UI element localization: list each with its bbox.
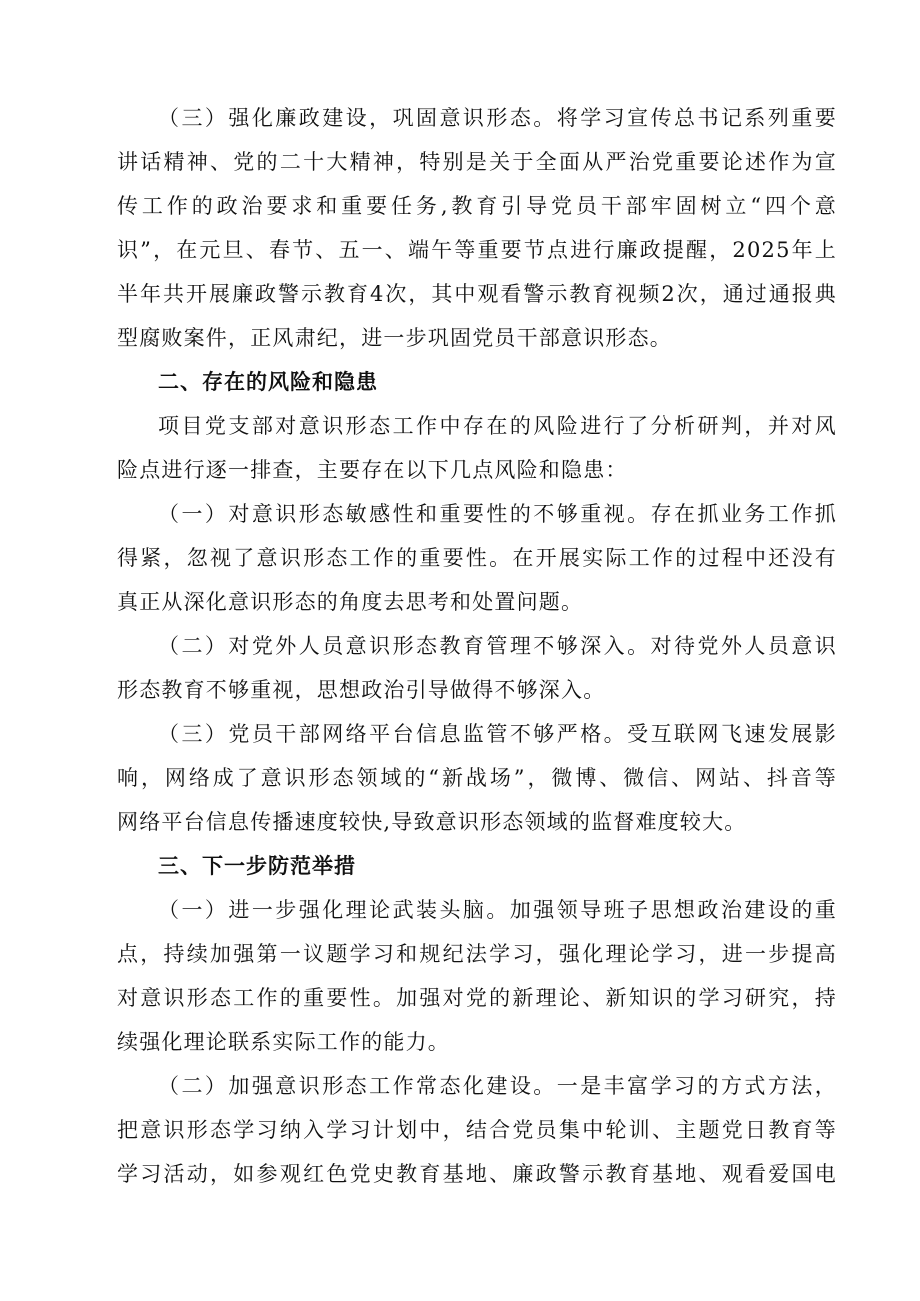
section-heading: 二、存在的风险和隐患 [158,370,378,394]
paragraph-line: （一）对意识形态敏感性和重要性的不够重视。存在抓业务工作抓 [158,502,837,526]
section-heading: 三、下一步防范举措 [158,854,356,878]
paragraph-line: 险点进行逐一排查，主要存在以下几点风险和隐患： [117,458,628,482]
paragraph-line: 传工作的政治要求和重要任务,教育引导党员干部牢固树立“四个意 [117,194,837,218]
paragraph-line: （二）对党外人员意识形态教育管理不够深入。对待党外人员意识 [158,634,837,658]
paragraph-line: 得紧，忽视了意识形态工作的重要性。在开展实际工作的过程中还没有 [117,546,837,570]
paragraph-line: 续强化理论联系实际工作的能力。 [117,1030,450,1054]
paragraph-line: 半年共开展廉政警示教育4次，其中观看警示教育视频2次，通过通报典 [117,282,837,306]
paragraph-line: 响，网络成了意识形态领域的“新战场”，微博、微信、网站、抖音等 [117,766,837,790]
paragraph-line: 学习活动，如参观红色党史教育基地、廉政警示教育基地、观看爱国电 [117,1162,837,1186]
paragraph-line: 网络平台信息传播速度较快,导致意识形态领域的监督难度较大。 [117,810,747,834]
paragraph-line: 项目党支部对意识形态工作中存在的风险进行了分析研判，并对风 [158,414,837,438]
paragraph-line: 形态教育不够重视，思想政治引导做得不够深入。 [117,678,606,702]
paragraph-line: （二）加强意识形态工作常态化建设。一是丰富学习的方式方法， [158,1074,837,1098]
paragraph-line: （三）党员干部网络平台信息监管不够严格。受互联网飞速发展影 [158,722,837,746]
paragraph-line: （三）强化廉政建设，巩固意识形态。将学习宣传总书记系列重要 [158,106,837,130]
paragraph-line: （一）进一步强化理论武装头脑。加强领导班子思想政治建设的重 [158,898,837,922]
paragraph-line: 讲话精神、党的二十大精神，特别是关于全面从严治党重要论述作为宣 [117,150,837,174]
paragraph-line: 识”，在元旦、春节、五一、端午等重要节点进行廉政提醒，2025年上 [117,238,837,262]
paragraph-line: 把意识形态学习纳入学习计划中，结合党员集中轮训、主题党日教育等 [117,1118,837,1142]
paragraph-line: 真正从深化意识形态的角度去思考和处置问题。 [117,590,584,614]
paragraph-line: 点，持续加强第一议题学习和规纪法学习，强化理论学习，进一步提高 [117,942,837,966]
paragraph-line: 对意识形态工作的重要性。加强对党的新理论、新知识的学习研究，持 [117,986,837,1010]
paragraph-line: 型腐败案件，正风肃纪，进一步巩固党员干部意识形态。 [117,326,672,350]
